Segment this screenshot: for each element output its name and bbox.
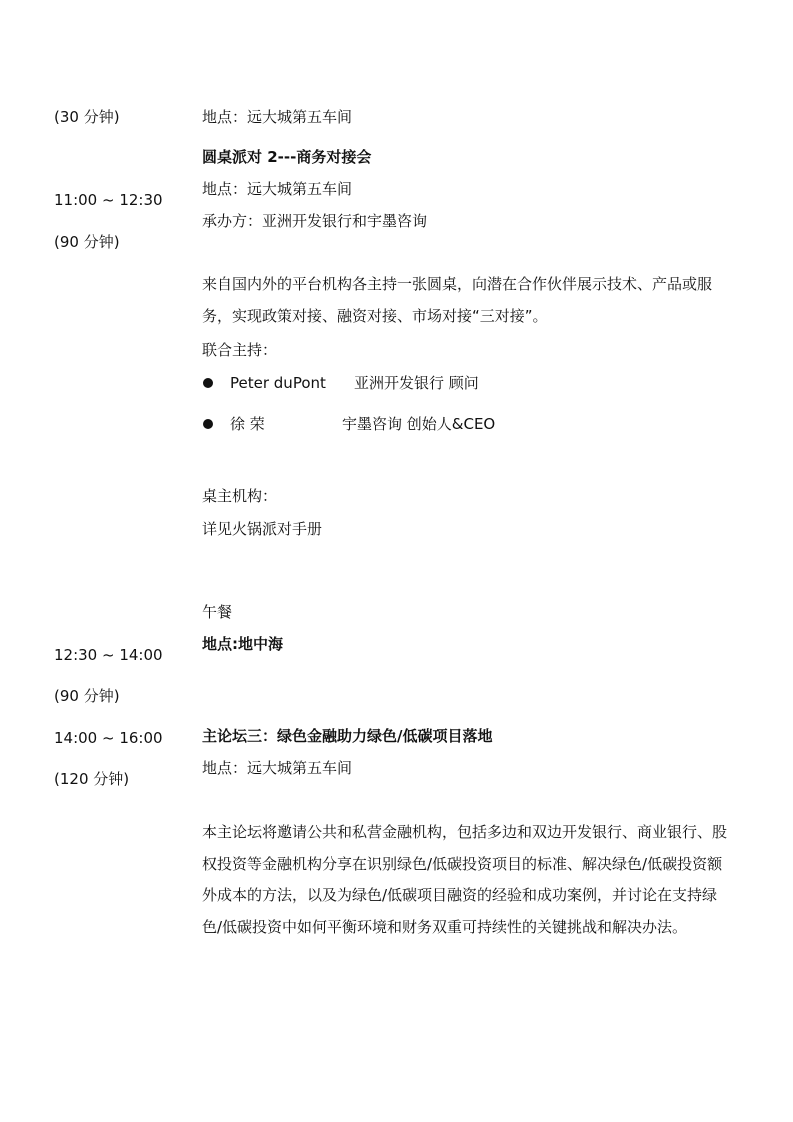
time-range: 14:00 ~ 16:00 (54, 729, 163, 747)
table-hosts-value: 详见火锅派对手册 (202, 520, 323, 538)
session-description: 来自国内外的平台机构各主持一张圆桌，向潜在合作伙伴展示技术、产品或服务，实现政策对接、融资对接、市场对接“三对接”。 (202, 275, 713, 325)
session-location: 地点：远大城第五车间 (202, 108, 353, 126)
session-title: 主论坛三：绿色金融助力绿色/低碳项目落地 (202, 727, 493, 745)
session-location: 地点:地中海 (202, 635, 283, 653)
table-hosts-label: 桌主机构： (202, 487, 278, 505)
duration-label: (30 分钟) (54, 108, 120, 126)
session-location: 地点：远大城第五车间 (202, 180, 353, 198)
duration-label: (120 分钟) (54, 770, 130, 788)
cohost-org: 亚洲开发银行 顾问 (354, 374, 479, 392)
bullet-icon (203, 378, 213, 388)
time-range: 11:00 ~ 12:30 (54, 191, 163, 209)
session-location: 地点：远大城第五车间 (202, 759, 353, 777)
cohost-org: 宇墨咨询 创始人&CEO (342, 415, 496, 433)
session-title: 圆桌派对 2---商务对接会 (202, 148, 372, 166)
session-description: 本主论坛将邀请公共和私营金融机构，包括多边和双边开发银行、商业银行、股权投资等金融机构分享在识别绿色/低碳投资项目的标准、解决绿色/低碳投资额外成本的方法，以及为绿色/低碳项目融资的经验和成功案例，并讨论在支持绿色/低碳投资中如何平衡环境和财务双重可持续性的关键挑战和解决办法。 (202, 823, 728, 936)
cohost-label: 联合主持： (202, 341, 278, 359)
cohost-name: 徐 荣 (230, 415, 265, 433)
session-title: 午餐 (202, 603, 233, 621)
session-organizer: 承办方：亚洲开发银行和宇墨咨询 (202, 212, 428, 230)
duration-label: (90 分钟) (54, 687, 120, 705)
bullet-icon (203, 419, 213, 429)
time-range: 12:30 ~ 14:00 (54, 646, 163, 664)
cohost-name: Peter duPont (230, 374, 326, 392)
duration-label: (90 分钟) (54, 233, 120, 251)
